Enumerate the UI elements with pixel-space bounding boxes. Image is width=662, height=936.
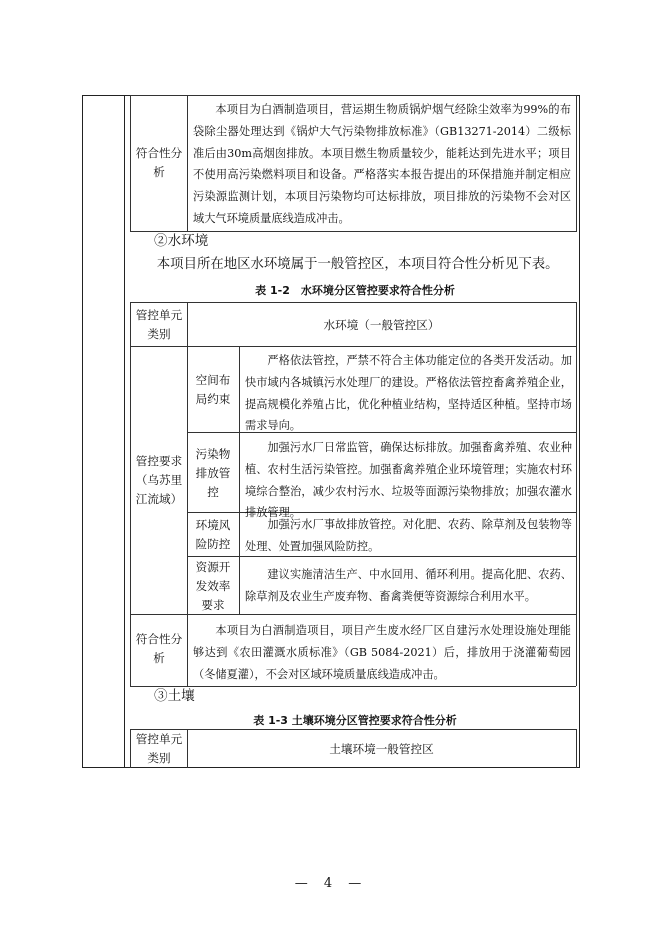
table-1-3-caption: 表 1-3 土壤环境分区管控要求符合性分析 (253, 714, 457, 727)
rule (130, 346, 576, 347)
rule (239, 346, 240, 614)
table-1-2-caption: 表 1-2 水环境分区管控要求符合性分析 (255, 284, 455, 297)
row-label-risk: 环境风险防控 (195, 518, 231, 551)
control-requirement-label: 管控要求（乌苏里江流域） (135, 453, 183, 506)
rule (130, 686, 576, 687)
row-text-spatial: 严格依法管控，严禁不符合主体功能定位的各类开发活动。加快市域内各城镇污水处理厂的建设。严格依法管控畜禽养殖企业，提高规模化养殖占比，优化种植业结构，坚持适区种植。坚持市场需求导向。 (245, 354, 572, 433)
rule (187, 302, 188, 686)
air-conformity-text: 本项目为白酒制造项目，营运期生物质锅炉烟气经除尘效率为99%的布袋除尘器处理达到《锅炉大气污染物排放标准》（GB13271-2014）二级标准后由30m高烟囱排放。本项目燃生物质量较少，能耗达到先进水平；项目不使用高污染燃料项目和设备。严格落实本报告提出的环保措施并制定相应污染源监测计划，本项目污染物均可达标排放，项目排放的污染物不会对区域大气环境质量底线造成冲击。 (193, 103, 571, 225)
rule (130, 729, 131, 768)
rule (576, 729, 577, 768)
left-margin-line (124, 95, 125, 768)
row-text-pollutant: 加强污水厂日常监管，确保达标排放。加强畜禽养殖、农业种植、农村生活污染管控。加强畜禽养殖企业环境管理；实施农村环境综合整治，减少农村污水、垃圾等面源污染物排放；加强农灌水排放管理。 (245, 441, 572, 520)
conformity-label-air: 符合性分析 (135, 146, 183, 179)
rule (130, 95, 131, 232)
rule (187, 95, 188, 232)
soil-heading: ③土壤 (154, 688, 195, 704)
unit-type-label: 管控单元类别 (135, 308, 183, 341)
soil-unit-value: 土壤环境一般管控区 (329, 742, 434, 756)
row-label-spatial: 空间布局约束 (195, 373, 231, 406)
water-intro: 本项目所在地区水环境属于一般管控区，本项目符合性分析见下表。 (156, 257, 559, 272)
row-text-resource: 建议实施清洁生产、中水回用、循环利用。提高化肥、农药、除草剂及农业生产废弃物、畜禽粪便等资源综合利用水平。 (245, 568, 572, 603)
water-heading: ②水环境 (154, 233, 209, 249)
rule (576, 302, 577, 686)
conformity-label-water: 符合性分析 (135, 632, 183, 665)
rule (130, 95, 576, 96)
page-number: — 4 — (294, 876, 368, 891)
row-label-pollutant: 污染物排放管控 (195, 446, 231, 499)
water-conformity-text: 本项目为白酒制造项目，项目产生废水经厂区自建污水处理设施处理能够达到《农田灌溉水质标准》（GB 5084-2021）后，排放用于浇灌葡萄园（冬储夏灌），不会对区域环境质量底线造成冲击。 (193, 624, 571, 681)
soil-unit-label: 管控单元类别 (135, 732, 183, 765)
rule (576, 95, 577, 232)
unit-type-value: 水环境（一般管控区） (323, 318, 440, 332)
rule (130, 302, 131, 686)
row-label-resource: 资源开发效率要求 (195, 559, 231, 612)
rule (130, 302, 576, 303)
row-text-risk: 加强污水厂事故排放管控。对化肥、农药、除草剂及包装物等处理、处置加强风险防控。 (245, 518, 572, 553)
